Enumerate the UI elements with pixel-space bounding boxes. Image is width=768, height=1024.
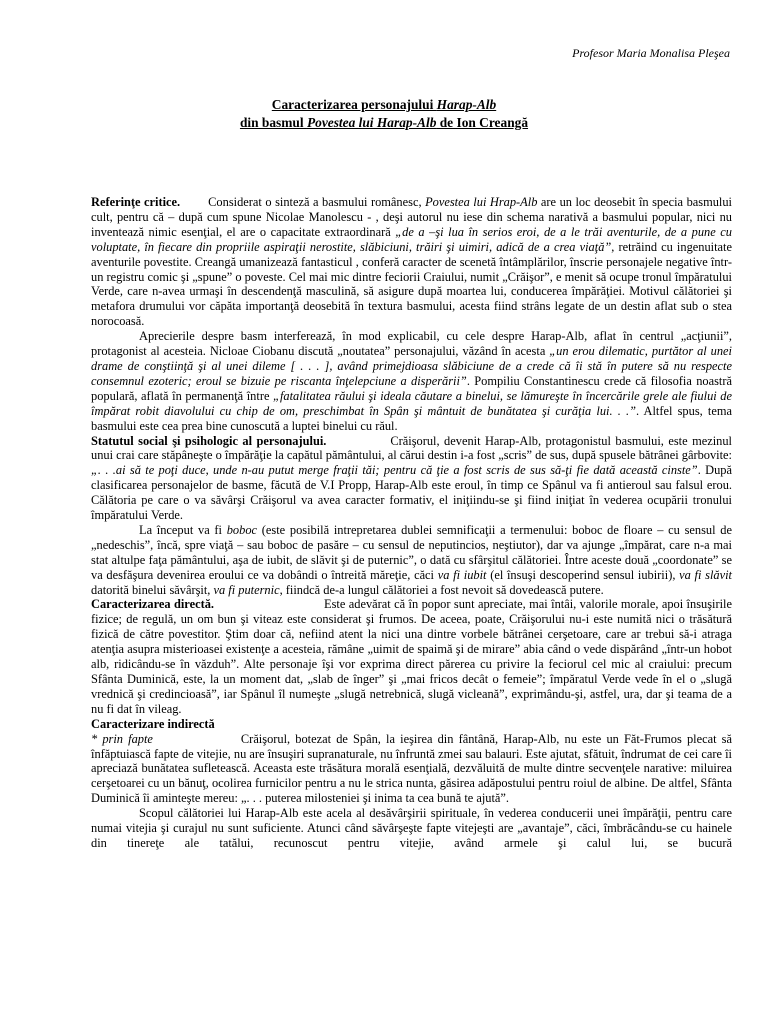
text-span: Crăişorul, botezat de Spân, la ieşirea din fântână, Harap-Alb, nu este un Făt-Frumos plecat să înfăptuiască fapte de vitejie, nu are însuşiri supranaturale, nu înfruntă zmei sau balauri. Este ajutat, sfătuit, îndrumat de cei care îi apreciază bunătatea sufletească. Aceasta este trăsătura morală esenţială, dezvăluită de multe dintre secvenţele narative: miluirea cerşetoarei cu un bănuţ, ocolirea furnicilor pentru a nu le strica nunta, găsirea adăpostului pentru roiul de albine. De altfel, Sfânta Duminică îi aminteşte mereu: „. . . puterea milosteniei şi inima ta cea bună te ajută”. [91,731,732,806]
text-span: datorită binelui săvârşit, [91,582,214,597]
text-span: , fiindcă de-a lungul călătoriei a fost nevoit să dovedească putere. [279,582,604,597]
quote-constantinescu: „fatalitatea răului şi ideala căutare a binelui, se lămureşte în încercările grele ale fiului de împărat robit diavolului cu chip de om, preschimbat în Spân şi mântuit de bunătatea şi curăţia lui. . .” [91,388,732,418]
text-span: . După clasificarea personajelor de basme, făcută de V.I Propp, Harap-Alb este eroul, în timp ce Spânul va fi antieroul sau falsul erou. Călătoria pe care o va săvârşi Crăişorul va avea caracter formativ, el iniţiindu-se şi fiind iniţiat în vederea ocupării tronului împăratului Verde. [91,463,732,523]
text-span-italic: boboc [226,522,258,537]
paragraph-indirecta-2 [91,806,732,851]
title-line-2 [90,115,678,131]
body-text [91,195,732,851]
text-span: Aprecierile despre basm interferează, în mod explicabil, cu cele despre Harap-Alb, aflat în centrul „acţiunii”, protagonist al acesteia. Nicloae Ciobanu discută „noutatea” personajului, văzând în acesta [91,329,732,359]
text-span: La început va fi [139,522,227,537]
quote-ciobanu: „un erou dilematic, purtător al unei drame de conştiinţă şi al unei dileme [ . . . ], având primejdioasa slăbiciune de a crede că îi stă în putere să nu respecte consemnul ezoteric; eroul se bizuie pe riscanta înţelepciune a disperării” [91,344,732,388]
title-character-name: Harap-Alb [436,97,497,112]
paragraph-referinte-1 [91,195,732,329]
paragraph-indirecta-1 [91,732,732,807]
text-span: are un loc deosebit în specia basmului cult, pentru că – după cum spune Nicolae Manolescu - , deşi autorul nu iese din schema narativă a basmului popular, nici nu inventează nimic esenţial, el are o capacitate extraordinară [91,195,733,239]
subheading-prin-fapte: * prin fapte [91,731,153,746]
text-span: Crăişorul, devenit Harap-Alb, protagonistul basmului, este mezinul unui crai care stăpâneşte o împărăţie la capătul pământului, al cărui destin i-a fost „scris” de sus, după spusele bătrânei gârbovite: [91,433,732,463]
text-span-italic: va fi slăvit [679,567,733,582]
text-span-italic: va fi puternic [213,582,280,597]
author-name: Profesor Maria Monalisa Pleşea [572,46,730,60]
text-span: Scopul călătoriei lui Harap-Alb este acela al desăvârşirii spirituale, în vederea conducerii unei împărăţii, pentru care numai vitejia şi curajul nu sunt suficiente. Atunci când săvârşeşte fapte vitejeşti are „avantaje”, căci, îmbrăcându-se cu hainele din tinereţe ale tatălui, recunoscut pentru vitejie, având armele şi calul lui, se bucură [91,806,732,850]
text-span: Este adevărat că în popor sunt apreciate, mai întâi, valorile morale, apoi însuşirile fizice; de regulă, un om bun şi viteaz este considerat şi frumos. De aceea, poate, Crăişorului nu-i este numită nici o trăsătură fizică de către povestitor. Ştim doar că, nefiind atent la nici una dintre vorbele bătrânei cerşetoare, care ar trebui să-i atraga atenţia asupra misterioasei existenţe a acesteia, rămâne „uimit de spaimă şi de mirare” abia când o vede dispărând „într-un hobot alb, ridicându-se în văzduh”. Alte personaje îşi vor exprima direct părerea cu privire la feciorul cel mic al craiului: precum Sfânta Duminică, este, la un moment dat, „slab de înger” şi „mai fricos decât o femeie”; împăratul Verde vede în el o „slugă vrednică şi credincioasă”, iar Spânul îl numeşte „slugă netrebnică, slugă vicleană”, exprimându-şi, astfel, ura, dar şi teama de a nu fi dat în vileag. [91,597,732,716]
title-work-name: Povestea lui Harap-Alb [306,115,437,130]
title-author: de Ion Creangă [436,115,529,130]
paragraph-directa [91,597,732,716]
title-line-1-text: Caracterizarea personajului [271,97,437,112]
quote-batrana: „. . .ai să te poţi duce, unde n-au putut merge fraţii tăi; pentru că ţie a fost scris de sus să-ţi fie dată această cinste” [91,463,698,478]
text-span: Considerat o sinteză a basmului românesc, [208,195,426,209]
paragraph-statut-2 [91,523,732,598]
text-span: (el însuşi descoperind sensul iubirii), [486,567,680,582]
text-span-italic: Povestea lui Hrap-Alb [425,195,538,209]
heading-directa: Caracterizarea directă. [91,597,215,612]
title-line-1 [90,97,678,113]
heading-indirecta-line [91,717,732,732]
text-span: . Pompiliu Constantinescu crede că filosofia noastră populară, aflată în permanenţă între [91,373,732,403]
text-span-italic: va fi iubit [437,567,487,582]
paragraph-referinte-2 [91,329,732,433]
heading-statut: Statutul social şi psihologic al personajului. [91,433,327,448]
text-span: (este posibilă intrepretarea dublei semnificaţii a termenului: boboc de floare – cu sensul de „nedeschis”, încă, spre viaţă – sau boboc de pasăre – cu sensul de neputincios, neştiutor), dar va ajunge „împărat, care n-a mai stat altulpe faţa pământului, aşa de iubit, de slăvit şi de puternic”, o dată cu sfârşitul călătoriei. Între aceste două „coordonate” se va desfăşura devenirea eroului ce va dobândi o întreită măreţie, căci [91,522,732,582]
text-span: . Altfel spus, tema basmului este cea prea bine cunoscută a luptei binelui cu răul. [91,403,732,433]
heading-referinte: Referinţe critice. [91,195,181,209]
paragraph-statut-1 [91,434,732,523]
heading-indirecta: Caracterizare indirectă [91,716,215,731]
title-line-2-text: din basmul [239,115,307,130]
quote-manolescu: „de a –şi lua în serios eroi, de a le trăi aventurile, de a pune cu voluptate, în fiecare din propriile aspiraţii nerostite, slăbiciuni, trăiri şi uimiri, adică de a crea viaţă” [91,224,732,254]
text-span: , retrăind cu ingenuitate aventurile povestite. Creangă umanizează fantasticul , conferă caracter de scenetă întâmplărilor, înscrie personajele negative într-un registru comic şi „spune” o poveste. Cel mai mic dintre feciorii Craiului, numit „Crăişor”, e menit să ocupe tronul împăratului Verde, care n-avea urmaşi în descendenţă masculină, să asigure după moartea lui, conducerea împărăţiei. Motivul călătoriei şi metafora drumului vor căpăta importanţă deosebită în textura basmului, acesta fiind strâns legate de un destin aflat sub o stea norocoasă. [91,239,732,329]
